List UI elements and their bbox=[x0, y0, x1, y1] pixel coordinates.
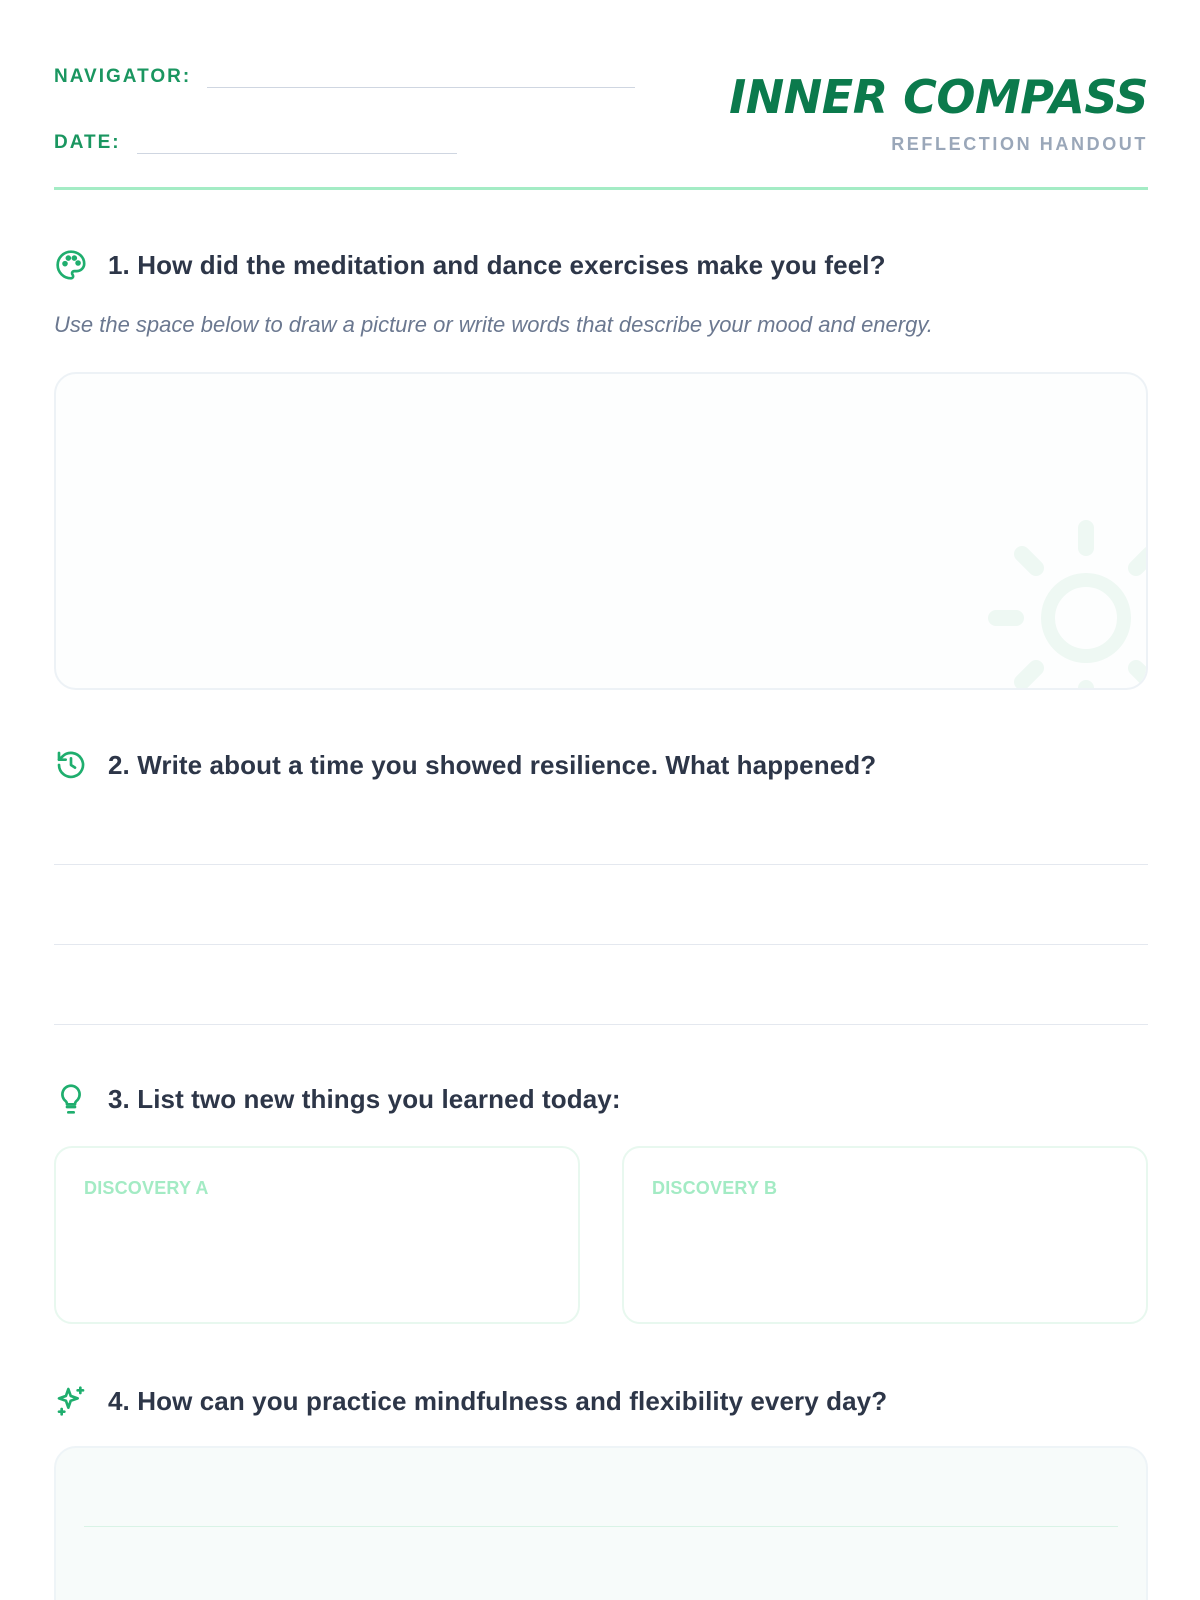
question-1-text: 1. How did the meditation and dance exercises make you feel? bbox=[108, 249, 886, 280]
date-field bbox=[54, 126, 457, 154]
page-header bbox=[54, 50, 1148, 190]
discovery-a-box[interactable] bbox=[54, 1146, 580, 1324]
answer-line-1[interactable] bbox=[54, 864, 1148, 865]
practice-answer-line bbox=[84, 1526, 1118, 1527]
brand-block bbox=[729, 70, 1148, 155]
navigator-input-line[interactable] bbox=[207, 60, 635, 88]
question-1 bbox=[54, 248, 886, 282]
question-1-hint: Use the space below to draw a picture or write words that describe your mood and energy. bbox=[54, 312, 933, 337]
question-4 bbox=[54, 1384, 887, 1418]
question-3-text: 3. List two new things you learned today: bbox=[108, 1083, 621, 1114]
date-label: DATE: bbox=[54, 132, 121, 153]
drawing-area[interactable] bbox=[54, 372, 1148, 690]
lightbulb-icon bbox=[54, 1082, 88, 1116]
question-4-text: 4. How can you practice mindfulness and flexibility every day? bbox=[108, 1385, 888, 1416]
header-divider bbox=[54, 187, 1148, 190]
discovery-a-label: DISCOVERY A bbox=[84, 1178, 209, 1198]
sun-watermark-icon bbox=[976, 508, 1148, 690]
answer-line-3[interactable] bbox=[54, 1024, 1148, 1025]
question-3 bbox=[54, 1082, 621, 1116]
discovery-b-label: DISCOVERY B bbox=[652, 1178, 778, 1198]
page-subtitle: REFLECTION HANDOUT bbox=[891, 134, 1148, 154]
question-2-text: 2. Write about a time you showed resilience. What happened? bbox=[108, 749, 877, 780]
history-icon bbox=[54, 748, 88, 782]
answer-line-2[interactable] bbox=[54, 944, 1148, 945]
question-2 bbox=[54, 748, 876, 782]
date-input-line[interactable] bbox=[137, 126, 457, 154]
practice-answer-box[interactable] bbox=[54, 1446, 1148, 1600]
discovery-b-box[interactable] bbox=[622, 1146, 1148, 1324]
sparkles-icon bbox=[54, 1384, 88, 1418]
navigator-label: NAVIGATOR: bbox=[54, 66, 192, 87]
navigator-field bbox=[54, 60, 635, 88]
page-title: INNER COMPASS bbox=[729, 70, 1148, 124]
palette-icon bbox=[54, 248, 88, 282]
